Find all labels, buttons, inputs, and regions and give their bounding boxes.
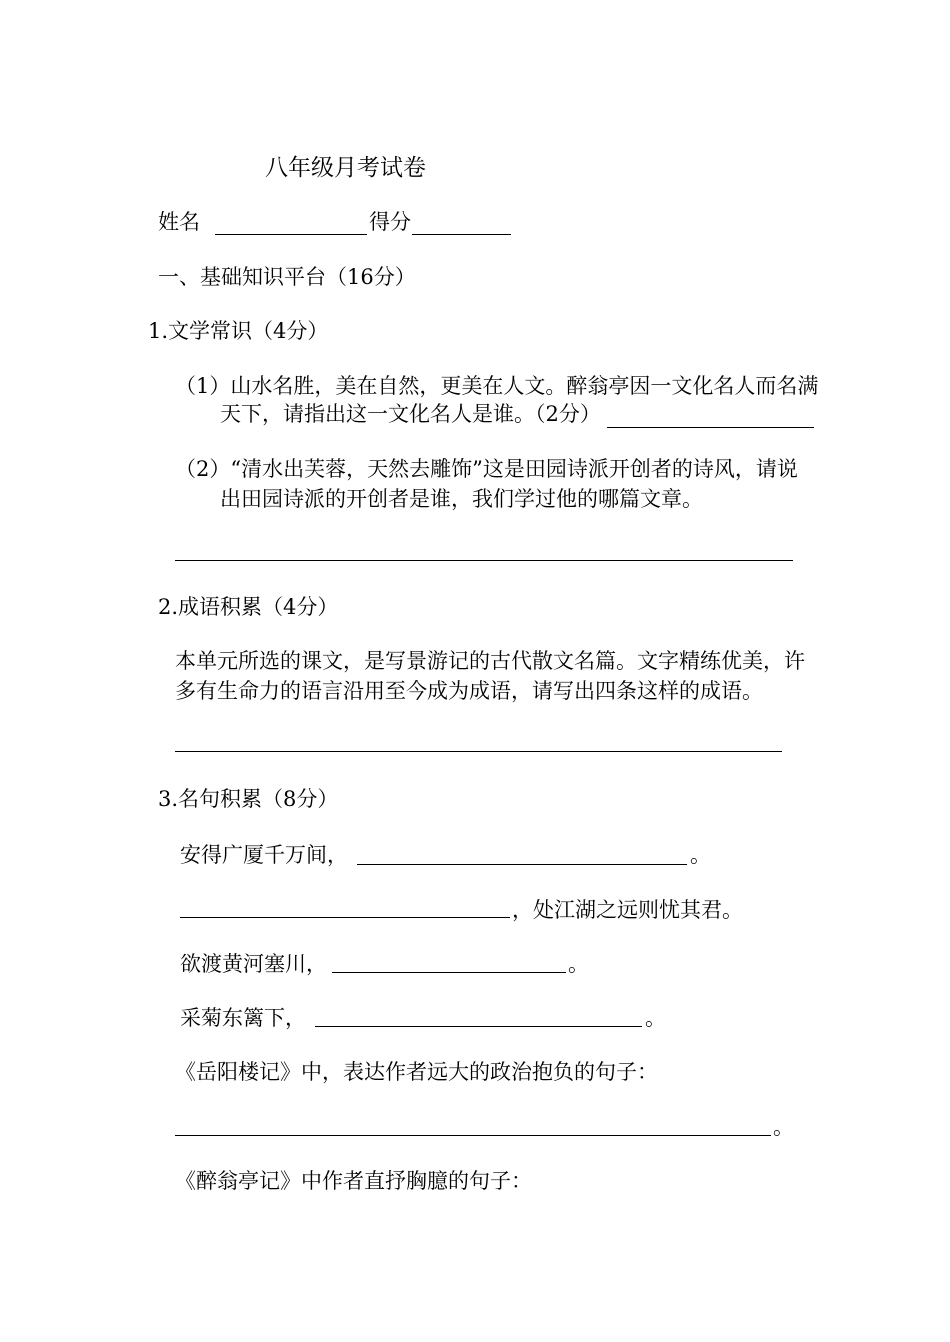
q2-answer-blank[interactable]: [175, 751, 782, 752]
section-heading: 一、基础知识平台（16分）: [158, 265, 416, 289]
q3-line4-blank[interactable]: [315, 1026, 642, 1027]
q2-heading: 2.成语积累（4分）: [158, 595, 339, 619]
q3-line1-blank[interactable]: [357, 864, 687, 865]
exam-title: 八年级月考试卷: [265, 155, 426, 181]
q3-line1-prefix: 安得广厦千万间，: [180, 843, 348, 867]
name-label: 姓名: [158, 210, 200, 234]
q2-body-line1: 本单元所选的课文，是写景游记的古代散文名篇。文字精练优美，许: [175, 649, 805, 673]
q3-line3-prefix: 欲渡黄河塞川，: [180, 952, 327, 976]
q3-line2-suffix: ，处江湖之远则忧其君。: [512, 898, 743, 922]
q1-item2-line2: 出田园诗派的开创者是谁，我们学过他的哪篇文章。: [220, 487, 703, 511]
q1-item1-answer-blank[interactable]: [607, 427, 814, 428]
q3-line5-blank[interactable]: [175, 1135, 771, 1136]
q3-line5-prompt: 《岳阳楼记》中，表达作者远大的政治抱负的句子：: [175, 1060, 658, 1084]
q3-line2-blank[interactable]: [180, 917, 510, 918]
q3-line6-prompt: 《醉翁亭记》中作者直抒胸臆的句子：: [175, 1169, 532, 1193]
q3-line1-suffix: 。: [690, 843, 711, 867]
q1-heading: 1.文学常识（4分）: [148, 319, 329, 343]
q3-line4-suffix: 。: [645, 1006, 666, 1030]
q3-line3-blank[interactable]: [332, 972, 566, 973]
q1-item1-line1: （1）山水名胜，美在自然，更美在人文。醉翁亭因一文化名人而名满: [175, 374, 819, 398]
q1-item2-line1: （2）“清水出芙蓉，天然去雕饰”这是田园诗派开创者的诗风，请说: [175, 457, 798, 481]
name-blank[interactable]: [215, 234, 367, 235]
q3-line3-suffix: 。: [568, 952, 589, 976]
score-label: 得分: [369, 210, 411, 234]
q3-line5-end: 。: [773, 1115, 794, 1139]
q1-item1-line2: 天下，请指出这一文化名人是谁。（2分）: [220, 402, 601, 426]
q1-item2-answer-blank[interactable]: [175, 560, 793, 561]
q3-line4-prefix: 采菊东篱下，: [180, 1006, 306, 1030]
q2-body-line2: 多有生命力的语言沿用至今成为成语，请写出四条这样的成语。: [175, 679, 763, 703]
score-blank[interactable]: [412, 234, 511, 235]
q3-heading: 3.名句积累（8分）: [158, 787, 339, 811]
